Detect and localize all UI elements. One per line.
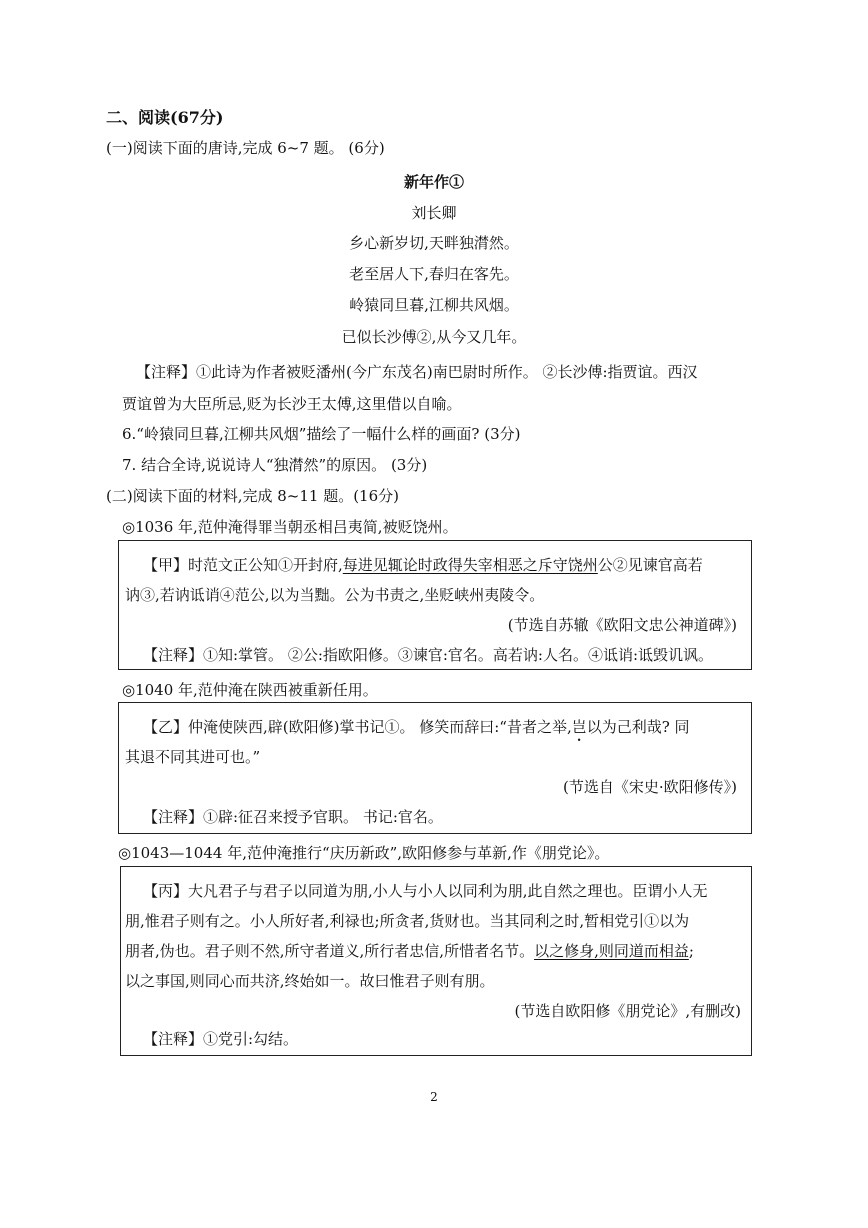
passage-jia-box bbox=[118, 540, 752, 670]
jia-line1-tail: 公②见谏官高若 bbox=[597, 556, 703, 574]
passage-bing-source: (节选自欧阳修《朋党论》,有删改) bbox=[514, 1002, 741, 1020]
passage-bing-note: 【注释】①党引:勾结。 bbox=[143, 1030, 299, 1048]
section-title: 二、阅读(67分) bbox=[106, 108, 224, 127]
poem-line-4: 已似长沙傅②,从今又几年。 bbox=[341, 328, 527, 346]
question-6: 6.“岭猿同旦暮,江柳共风烟”描绘了一幅什么样的画面? (3分) bbox=[122, 425, 521, 443]
yi-line1-tail: 以为己利哉? 同 bbox=[586, 718, 690, 736]
poem-note-line-2: 贾谊曾为大臣所忌,贬为长沙王太傅,这里借以自喻。 bbox=[122, 395, 462, 413]
passage-yi-note: 【注释】①辟:征召来授予官职。 书记:官名。 bbox=[143, 808, 443, 826]
poem-note-line-1: 【注释】①此诗为作者被贬潘州(今广东茂名)南巴尉时所作。 ②长沙傅:指贾谊。西汉 bbox=[136, 363, 698, 381]
yi-line1-text: 【乙】仲淹使陕西,辟(欧阳修)掌书记①。 修笑而辞曰:“昔者之举, bbox=[143, 718, 572, 736]
question-7: 7. 结合全诗,说说诗人“独潸然”的原因。 (3分) bbox=[122, 456, 428, 474]
passage-yi-box bbox=[118, 702, 752, 834]
passage-bing-line-4: 以之事国,则同心而共济,终始如一。故曰惟君子则有朋。 bbox=[125, 972, 495, 990]
bing-underlined-sentence: 以之修身,则同道而相益 bbox=[534, 942, 689, 960]
passage-jia-line-1 bbox=[143, 555, 703, 575]
passage-bing-box bbox=[120, 866, 752, 1056]
page-number: 2 bbox=[430, 1090, 438, 1104]
passage-jia-source: (节选自苏辙《欧阳文忠公神道碑》) bbox=[507, 616, 737, 634]
jia-line1-text: 【甲】时范文正公知①开封府, bbox=[143, 556, 343, 574]
passage-jia-note: 【注释】①知:掌管。 ②公:指欧阳修。③谏官:官名。高若讷:人名。④诋诮:诋毁讥讽。 bbox=[143, 646, 714, 664]
passage-bing-line-2: 朋,惟君子则有之。小人所好者,利禄也;所贪者,货财也。当其同利之时,暂相党引①以为 bbox=[125, 912, 690, 930]
poem-line-1: 乡心新岁切,天畔独潸然。 bbox=[349, 234, 519, 252]
poem-title: 新年作① bbox=[403, 173, 464, 191]
passage-jia-line-2: 讷③,若讷诋诮④范公,以为当黜。公为书责之,坐贬峡州夷陵令。 bbox=[125, 586, 545, 604]
event-1043-1044: ◎1043—1044 年,范仲淹推行“庆历新政”,欧阳修参与革新,作《朋党论》。 bbox=[118, 844, 610, 862]
bing-line3-text: 朋者,伪也。君子则不然,所守者道义,所行者忠信,所惜者名节。 bbox=[125, 942, 535, 960]
passage-bing-line-1: 【丙】大凡君子与君子以同道为朋,小人与小人以同利为朋,此自然之理也。臣谓小人无 bbox=[143, 882, 708, 900]
poem-author: 刘长卿 bbox=[411, 204, 457, 222]
part2-instruction: (二)阅读下面的材料,完成 8~11 题。(16分) bbox=[106, 487, 399, 505]
event-1036: ◎1036 年,范仲淹得罪当朝丞相吕夷简,被贬饶州。 bbox=[122, 518, 458, 536]
passage-yi-line-2: 其退不同其进可也。” bbox=[125, 748, 261, 766]
jia-underlined-sentence: 每进见辄论时政得失宰相恶之斥守饶州 bbox=[342, 556, 598, 574]
passage-yi-source: (节选自《宋史·欧阳修传》) bbox=[563, 778, 737, 796]
part1-instruction: (一)阅读下面的唐诗,完成 6~7 题。 (6分) bbox=[106, 139, 385, 157]
poem-line-2: 老至居人下,春归在客先。 bbox=[349, 265, 519, 283]
yi-dotted-char: 岂 bbox=[571, 718, 587, 736]
passage-bing-line-3 bbox=[125, 941, 694, 961]
passage-yi-line-1 bbox=[143, 717, 690, 745]
bing-line3-tail: ; bbox=[688, 942, 694, 960]
event-1040: ◎1040 年,范仲淹在陕西被重新任用。 bbox=[122, 681, 378, 699]
poem-line-3: 岭猿同旦暮,江柳共风烟。 bbox=[349, 296, 519, 314]
